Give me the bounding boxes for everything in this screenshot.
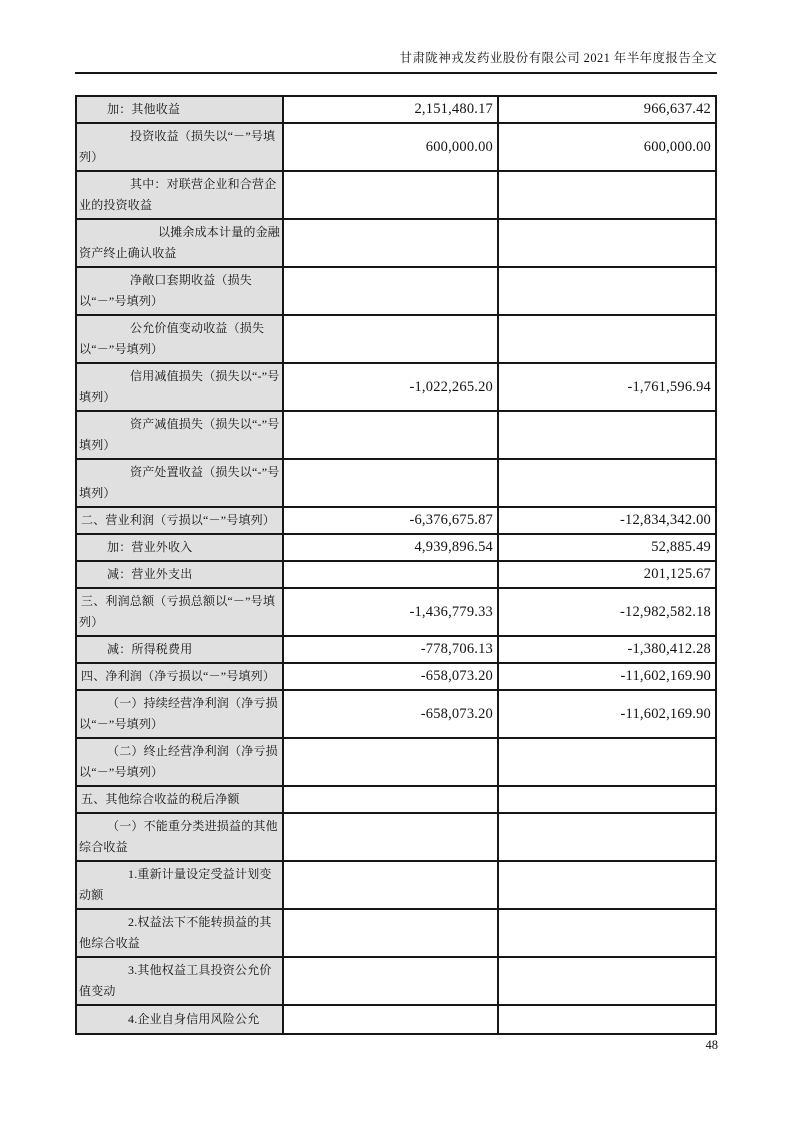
- row-label: 五、其他综合收益的税后净额: [81, 792, 240, 806]
- amount-prior-period-cell: [499, 787, 715, 812]
- amount-current-period-cell: -778,706.13: [284, 637, 499, 662]
- row-label: 2.权益法下不能转损益的其他综合收益: [79, 915, 272, 950]
- amount-current-period-cell: [284, 460, 499, 506]
- amount-prior-period-cell: 966,637.42: [643, 101, 711, 117]
- amount-prior-period-cell: [499, 739, 715, 785]
- row-label: 加：其他收益: [107, 102, 181, 116]
- report-header-title: 甘肃陇神戎发药业股份有限公司 2021 年半年度报告全文: [399, 51, 717, 65]
- table-row: [77, 172, 715, 220]
- table-row: [77, 862, 715, 910]
- row-label-cell: [77, 637, 284, 662]
- table-row: [77, 97, 715, 124]
- row-label-cell: [77, 508, 284, 533]
- row-label-cell: [77, 1006, 284, 1033]
- amount-prior-period-cell: -1,761,596.94: [627, 378, 711, 395]
- amount-current-period-cell: -6,376,675.87: [284, 508, 499, 533]
- amount-current-period-cell: 600,000.00: [284, 124, 499, 170]
- row-label-cell: [77, 364, 284, 410]
- row-label: 四、净利润（净亏损以“－”号填列）: [81, 669, 276, 683]
- amount-current-period-cell: [284, 220, 499, 266]
- row-label: 公允价值变动收益（损失以“－”号填列）: [79, 321, 265, 356]
- row-label: 资产处置收益（损失以“-”号填列）: [79, 465, 280, 500]
- row-label: 以摊余成本计量的金融资产终止确认收益: [79, 225, 281, 260]
- amount-prior-period-cell: [499, 172, 715, 218]
- row-label-cell: [77, 412, 284, 458]
- amount-prior-period-cell: [499, 958, 715, 1004]
- amount-current-period-cell: 2,151,480.17: [284, 97, 499, 122]
- row-label-cell: [77, 958, 284, 1004]
- page-number: 48: [705, 1038, 718, 1052]
- table-row: [77, 220, 715, 268]
- row-label-cell: [77, 691, 284, 737]
- table-row: [77, 460, 715, 508]
- amount-prior-period-cell: 600,000.00: [643, 138, 711, 155]
- amount-prior-period-cell: -1,380,412.28: [627, 641, 711, 657]
- amount-prior-period-cell: -11,602,169.90: [620, 705, 711, 722]
- amount-prior-period-cell: [499, 1006, 715, 1033]
- amount-current-period-cell: [284, 910, 499, 956]
- row-label-cell: [77, 535, 284, 560]
- row-label: （二）终止经营净利润（净亏损以“－”号填列）: [79, 744, 278, 779]
- row-label-cell: [77, 268, 284, 314]
- amount-current-period-cell: [284, 1006, 499, 1033]
- row-label: 资产减值损失（损失以“-”号填列）: [79, 417, 280, 452]
- row-label: 净敞口套期收益（损失以“－”号填列）: [79, 273, 253, 308]
- header-divider: [75, 72, 717, 74]
- table-row: [77, 814, 715, 862]
- amount-current-period-cell: [284, 412, 499, 458]
- amount-current-period-cell: 4,939,896.54: [284, 535, 499, 560]
- table-row: [77, 268, 715, 316]
- row-label: 二、营业利润（亏损以“－”号填列）: [81, 513, 276, 527]
- row-label-cell: [77, 172, 284, 218]
- amount-current-period-cell: [284, 562, 499, 587]
- table-row: [77, 664, 715, 691]
- amount-current-period-cell: [284, 958, 499, 1004]
- row-label: 减：所得税费用: [107, 642, 193, 656]
- amount-prior-period-cell: [499, 412, 715, 458]
- row-label-cell: [77, 910, 284, 956]
- row-label: 1.重新计量设定受益计划变动额: [79, 867, 272, 902]
- row-label: 信用减值损失（损失以“-”号填列）: [79, 369, 280, 404]
- amount-prior-period-cell: -12,834,342.00: [619, 512, 711, 528]
- table-row: [77, 958, 715, 1006]
- row-label: 投资收益（损失以“－”号填列）: [79, 129, 276, 164]
- row-label-cell: [77, 316, 284, 362]
- table-row: [77, 691, 715, 739]
- table-row: [77, 316, 715, 364]
- row-label-cell: [77, 862, 284, 908]
- amount-current-period-cell: -1,022,265.20: [284, 364, 499, 410]
- table-row: [77, 535, 715, 562]
- amount-prior-period-cell: [499, 814, 715, 860]
- row-label-cell: [77, 460, 284, 506]
- table-row: [77, 589, 715, 637]
- row-label-cell: [77, 97, 284, 122]
- row-label: 三、利润总额（亏损总额以“－”号填列）: [79, 594, 276, 629]
- table-row: [77, 787, 715, 814]
- amount-prior-period-cell: [499, 862, 715, 908]
- row-label-cell: [77, 664, 284, 689]
- amount-prior-period-cell: [499, 316, 715, 362]
- amount-current-period-cell: [284, 787, 499, 812]
- row-label: （一）不能重分类进损益的其他综合收益: [79, 819, 278, 854]
- amount-prior-period-cell: 201,125.67: [643, 566, 711, 582]
- row-label-cell: [77, 589, 284, 635]
- row-label-cell: [77, 124, 284, 170]
- amount-prior-period-cell: [499, 910, 715, 956]
- amount-current-period-cell: [284, 739, 499, 785]
- table-row: [77, 1006, 715, 1033]
- row-label-cell: [77, 220, 284, 266]
- row-label: （一）持续经营净利润（净亏损以“－”号填列）: [79, 696, 278, 731]
- table-row: [77, 508, 715, 535]
- row-label-cell: [77, 814, 284, 860]
- amount-current-period-cell: -658,073.20: [284, 664, 499, 689]
- amount-current-period-cell: -1,436,779.33: [284, 589, 499, 635]
- amount-prior-period-cell: [499, 460, 715, 506]
- amount-current-period-cell: -658,073.20: [284, 691, 499, 737]
- amount-current-period-cell: [284, 172, 499, 218]
- amount-current-period-cell: [284, 268, 499, 314]
- row-label: 其中：对联营企业和合营企业的投资收益: [79, 177, 277, 212]
- row-label: 3.其他权益工具投资公允价值变动: [79, 963, 272, 998]
- amount-prior-period-cell: -11,602,169.90: [620, 668, 711, 684]
- row-label-cell: [77, 787, 284, 812]
- income-statement-table: [75, 95, 717, 1035]
- row-label-cell: [77, 562, 284, 587]
- table-row: [77, 412, 715, 460]
- row-label-cell: [77, 739, 284, 785]
- amount-prior-period-cell: -12,982,582.18: [619, 603, 711, 620]
- amount-current-period-cell: [284, 316, 499, 362]
- amount-prior-period-cell: 52,885.49: [651, 539, 711, 555]
- table-row: [77, 562, 715, 589]
- table-row: [77, 637, 715, 664]
- table-row: [77, 739, 715, 787]
- row-label: 减：营业外支出: [107, 567, 193, 581]
- amount-prior-period-cell: [499, 268, 715, 314]
- amount-current-period-cell: [284, 862, 499, 908]
- amount-prior-period-cell: [499, 220, 715, 266]
- row-label: 加：营业外收入: [107, 540, 193, 554]
- amount-current-period-cell: [284, 814, 499, 860]
- table-row: [77, 364, 715, 412]
- table-row: [77, 910, 715, 958]
- row-label: 4.企业自身信用风险公允: [128, 1012, 260, 1026]
- table-row: [77, 124, 715, 172]
